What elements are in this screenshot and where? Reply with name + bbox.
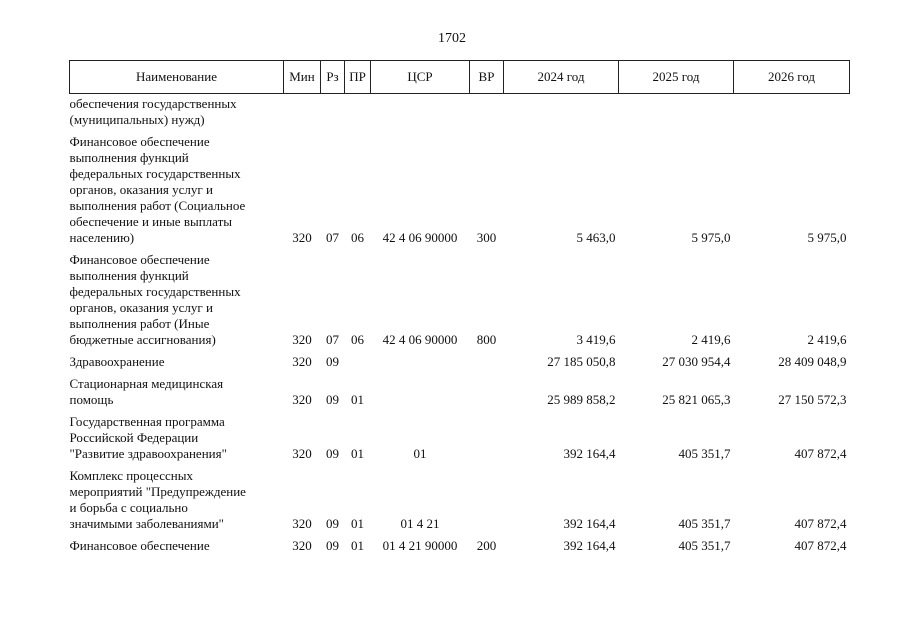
row-vr: 800 — [476, 332, 497, 347]
row-name-line: Здравоохранение — [69, 354, 165, 369]
row-name-line: Финансовое обеспечение — [69, 538, 210, 553]
row-2024: 27 185 050,8 — [547, 354, 616, 369]
row-2026: 2 419,6 — [807, 332, 847, 347]
row-csr — [371, 94, 470, 129]
row-rz: 07 — [326, 230, 339, 245]
row-name-line: Стационарная медицинская — [69, 376, 224, 391]
row-name — [70, 348, 284, 370]
row-name-line: Комплекс процессных — [69, 468, 193, 483]
row-name-line: выполнения функций — [69, 150, 189, 165]
row-pr: 01 — [351, 516, 364, 531]
row-csr: 42 4 06 90000 — [382, 230, 458, 245]
table-row — [70, 128, 850, 246]
row-rz: 09 — [326, 354, 339, 369]
table-row — [70, 532, 850, 554]
row-2025: 405 351,7 — [678, 446, 731, 461]
row-csr: 01 4 21 — [400, 516, 440, 531]
row-name-line: Российской Федерации — [69, 430, 199, 445]
row-rz: 07 — [326, 332, 339, 347]
row-name-line: обеспечения государственных — [69, 96, 237, 111]
row-2025: 405 351,7 — [678, 538, 731, 553]
table-row — [70, 370, 850, 408]
table-header — [70, 61, 850, 94]
header-min: Мин — [284, 61, 321, 94]
row-name — [70, 246, 284, 348]
row-2026 — [734, 94, 850, 129]
row-name-line: и борьба с социально — [69, 500, 188, 515]
row-2025: 405 351,7 — [678, 516, 731, 531]
row-2024: 392 164,4 — [563, 446, 616, 461]
header-csr: ЦСР — [371, 61, 470, 94]
row-pr: 01 — [351, 392, 364, 407]
table-row — [70, 348, 850, 370]
row-vr — [470, 348, 504, 370]
row-name-line: органов, оказания услуг и — [69, 182, 213, 197]
row-name-line: Государственная программа — [69, 414, 225, 429]
row-name — [70, 94, 284, 129]
row-rz: 09 — [326, 516, 339, 531]
row-2024: 392 164,4 — [563, 516, 616, 531]
row-name-line: "Развитие здравоохранения" — [69, 446, 227, 461]
table-body — [70, 94, 850, 555]
row-min: 320 — [292, 446, 312, 461]
row-name-line: населению) — [69, 230, 135, 245]
row-vr: 300 — [476, 230, 497, 245]
header-2025: 2025 год — [619, 61, 734, 94]
row-name-line: помощь — [69, 392, 114, 407]
header-vr: ВР — [470, 61, 504, 94]
row-min: 320 — [292, 392, 312, 407]
row-vr: 200 — [476, 538, 497, 553]
row-csr: 01 4 21 90000 — [382, 538, 458, 553]
row-name-line: мероприятий "Предупреждение — [69, 484, 246, 499]
row-name-line: федеральных государственных — [69, 166, 241, 181]
row-2026: 5 975,0 — [807, 230, 847, 245]
row-2025: 27 030 954,4 — [662, 354, 731, 369]
table-row — [70, 246, 850, 348]
header-2024: 2024 год — [504, 61, 619, 94]
row-2026: 27 150 572,3 — [778, 392, 847, 407]
row-name — [70, 462, 284, 532]
row-name-line: бюджетные ассигнования) — [69, 332, 216, 347]
row-pr — [345, 94, 371, 129]
row-csr: 42 4 06 90000 — [382, 332, 458, 347]
row-2025: 2 419,6 — [691, 332, 731, 347]
row-2026: 407 872,4 — [794, 538, 847, 553]
row-name-line: Финансовое обеспечение — [69, 134, 210, 149]
row-2024: 392 164,4 — [563, 538, 616, 553]
row-pr: 06 — [351, 230, 364, 245]
row-2025: 5 975,0 — [691, 230, 731, 245]
row-pr — [345, 348, 371, 370]
row-name-line: выполнения функций — [69, 268, 189, 283]
row-min: 320 — [292, 230, 312, 245]
row-csr — [371, 348, 470, 370]
row-pr: 06 — [351, 332, 364, 347]
row-min: 320 — [292, 332, 312, 347]
row-name-line: обеспечение и иные выплаты — [69, 214, 232, 229]
row-2024 — [504, 94, 619, 129]
row-name-line: федеральных государственных — [69, 284, 241, 299]
row-2025: 25 821 065,3 — [662, 392, 731, 407]
row-pr: 01 — [351, 446, 364, 461]
row-vr — [470, 94, 504, 129]
row-rz: 09 — [326, 446, 339, 461]
row-name-line: (муниципальных) нужд) — [69, 112, 205, 127]
row-rz: 09 — [326, 538, 339, 553]
row-name — [70, 370, 284, 408]
header-name: Наименование — [70, 61, 284, 94]
row-2026: 407 872,4 — [794, 446, 847, 461]
row-vr — [470, 462, 504, 532]
table-row — [70, 408, 850, 462]
row-2024: 3 419,6 — [576, 332, 616, 347]
row-min — [284, 94, 321, 129]
row-pr: 01 — [351, 538, 364, 553]
row-name — [70, 408, 284, 462]
row-name — [70, 128, 284, 246]
budget-table — [69, 60, 850, 554]
header-rz: Рз — [321, 61, 345, 94]
row-min: 320 — [292, 516, 312, 531]
row-vr — [470, 370, 504, 408]
row-2026: 407 872,4 — [794, 516, 847, 531]
row-name-line: значимыми заболеваниями" — [69, 516, 224, 531]
row-2024: 5 463,0 — [576, 230, 616, 245]
header-pr: ПР — [345, 61, 371, 94]
row-vr — [470, 408, 504, 462]
row-name-line: выполнения работ (Социальное — [69, 198, 246, 213]
row-name-line: Финансовое обеспечение — [69, 252, 210, 267]
row-min: 320 — [292, 354, 312, 369]
page-number: 1702 — [438, 31, 466, 46]
row-csr — [371, 370, 470, 408]
row-2024: 25 989 858,2 — [547, 392, 616, 407]
row-name-line: органов, оказания услуг и — [69, 300, 213, 315]
table-row — [70, 462, 850, 532]
row-2026: 28 409 048,9 — [778, 354, 847, 369]
row-min: 320 — [292, 538, 312, 553]
row-rz: 09 — [326, 392, 339, 407]
header-2026: 2026 год — [734, 61, 850, 94]
row-2025 — [619, 94, 734, 129]
row-name-line: выполнения работ (Иные — [69, 316, 210, 331]
row-name — [70, 532, 284, 554]
row-csr: 01 — [413, 446, 427, 461]
table-row — [70, 94, 850, 129]
row-rz — [321, 94, 345, 129]
